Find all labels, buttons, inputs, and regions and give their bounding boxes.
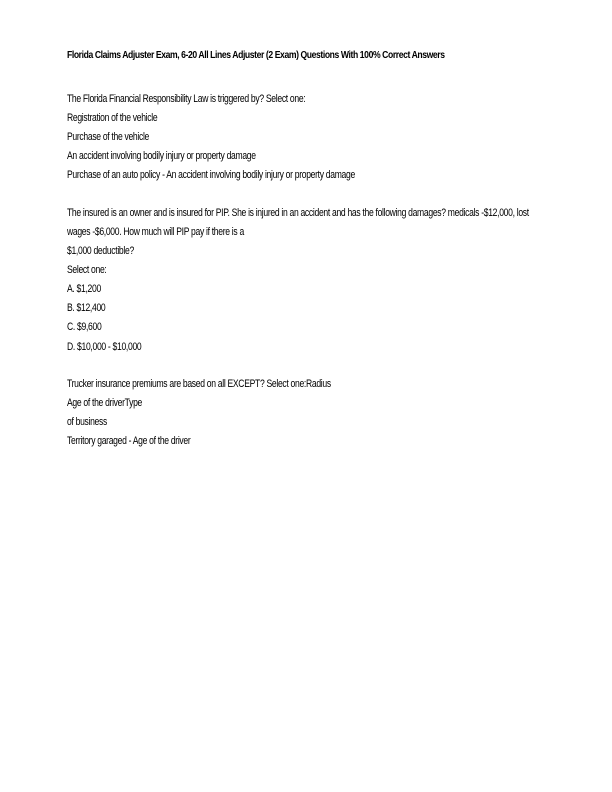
question-3-option: of business: [67, 416, 107, 428]
question-2-prompt-continued: wages -$6,000. How much will PIP pay if there is a: [67, 226, 244, 238]
question-1-prompt: The Florida Financial Responsibility Law is triggered by? Select one:: [67, 93, 306, 105]
question-3-prompt: Trucker insurance premiums are based on all EXCEPT? Select one:Radius: [67, 378, 331, 390]
question-2-answer: D. $10,000 - $10,000: [67, 341, 142, 353]
document-title: Florida Claims Adjuster Exam, 6-20 All Lines Adjuster (2 Exam) Questions With 100% Correct Answers: [67, 49, 445, 61]
question-2-option: A. $1,200: [67, 283, 101, 295]
question-1-answer: Purchase of an auto policy - An accident involving bodily injury or property damage: [67, 169, 355, 181]
question-3-option: Age of the driverType: [67, 397, 143, 409]
question-2-option: B. $12,400: [67, 302, 106, 314]
question-2-select-label: Select one:: [67, 264, 107, 276]
question-1-option: Registration of the vehicle: [67, 112, 158, 124]
question-2-option: C. $9,600: [67, 321, 102, 333]
question-2-prompt: The insured is an owner and is insured for PIP. She is injured in an accident and has the following damages? medicals -$12,000, lost: [67, 207, 529, 219]
question-2-prompt-continued: $1,000 deductible?: [67, 245, 134, 257]
question-1-option: An accident involving bodily injury or property damage: [67, 150, 256, 162]
question-1-option: Purchase of the vehicle: [67, 131, 150, 143]
question-3-answer: Territory garaged - Age of the driver: [67, 435, 191, 447]
